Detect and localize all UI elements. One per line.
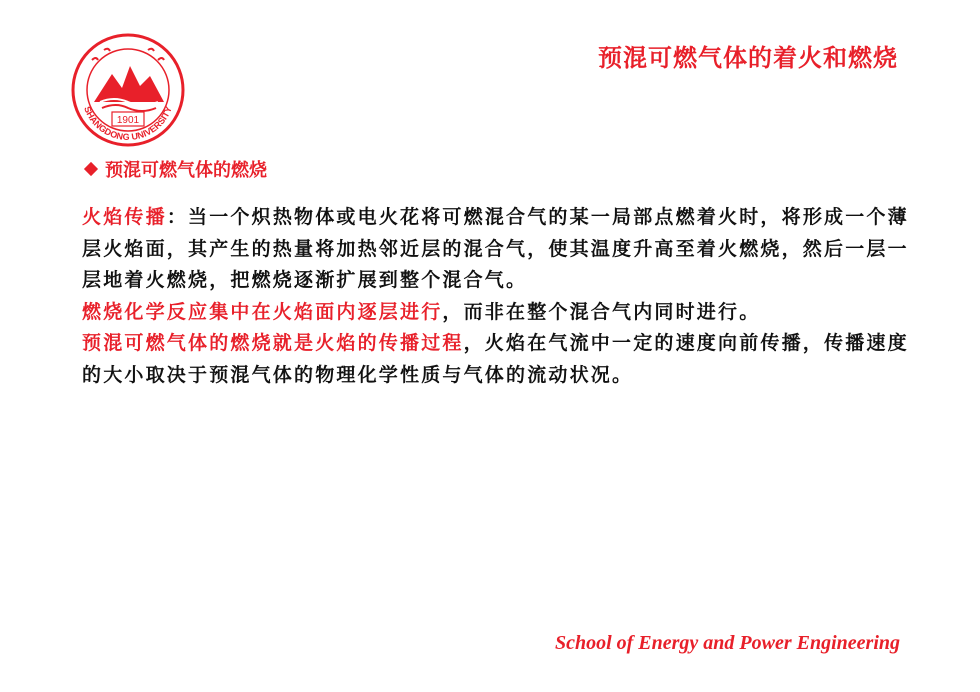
paragraph-premixed-combustion (82, 328, 922, 391)
paragraph-3-text: ，火焰在气流中一定的速度向前传播，传播速度的大小取决于预混气体的物理化学性质与气体的流动状况。 (82, 332, 909, 386)
logo-university-name: SHANGDONG UNIVERSITY (82, 104, 174, 143)
footer-school-name: School of Energy and Power Engineering (554, 632, 900, 654)
paragraph-reaction-location (82, 297, 922, 329)
paragraph-3-highlight: 预混可燃气体的燃烧就是火焰的传播过程 (82, 332, 464, 354)
body-text (82, 202, 922, 391)
paragraph-flame-propagation (82, 202, 922, 297)
university-logo (70, 32, 186, 148)
section-heading (82, 156, 267, 182)
paragraph-1-highlight: 火焰传播 (82, 206, 167, 228)
section-heading-text: 预混可燃气体的燃烧 (105, 160, 267, 181)
paragraph-2-text: ，而非在整个混合气内同时进行。 (442, 300, 761, 323)
paragraph-2-highlight: 燃烧化学反应集中在火焰面内逐层进行 (82, 300, 443, 323)
diamond-bullet-icon (84, 162, 98, 176)
slide-title: 预混可燃气体的着火和燃烧 (598, 44, 898, 72)
university-seal-icon (70, 32, 186, 148)
paragraph-1-text: ：当一个炽热物体或电火花将可燃混合气的某一局部点燃着火时，将形成一个薄层火焰面，其产生的热量将加热邻近层的混合气，使其温度升高至着火燃烧，然后一层一层地着火燃烧，把燃烧逐渐扩展到整个混合气。 (82, 206, 909, 291)
logo-year: 1901 (116, 115, 140, 126)
